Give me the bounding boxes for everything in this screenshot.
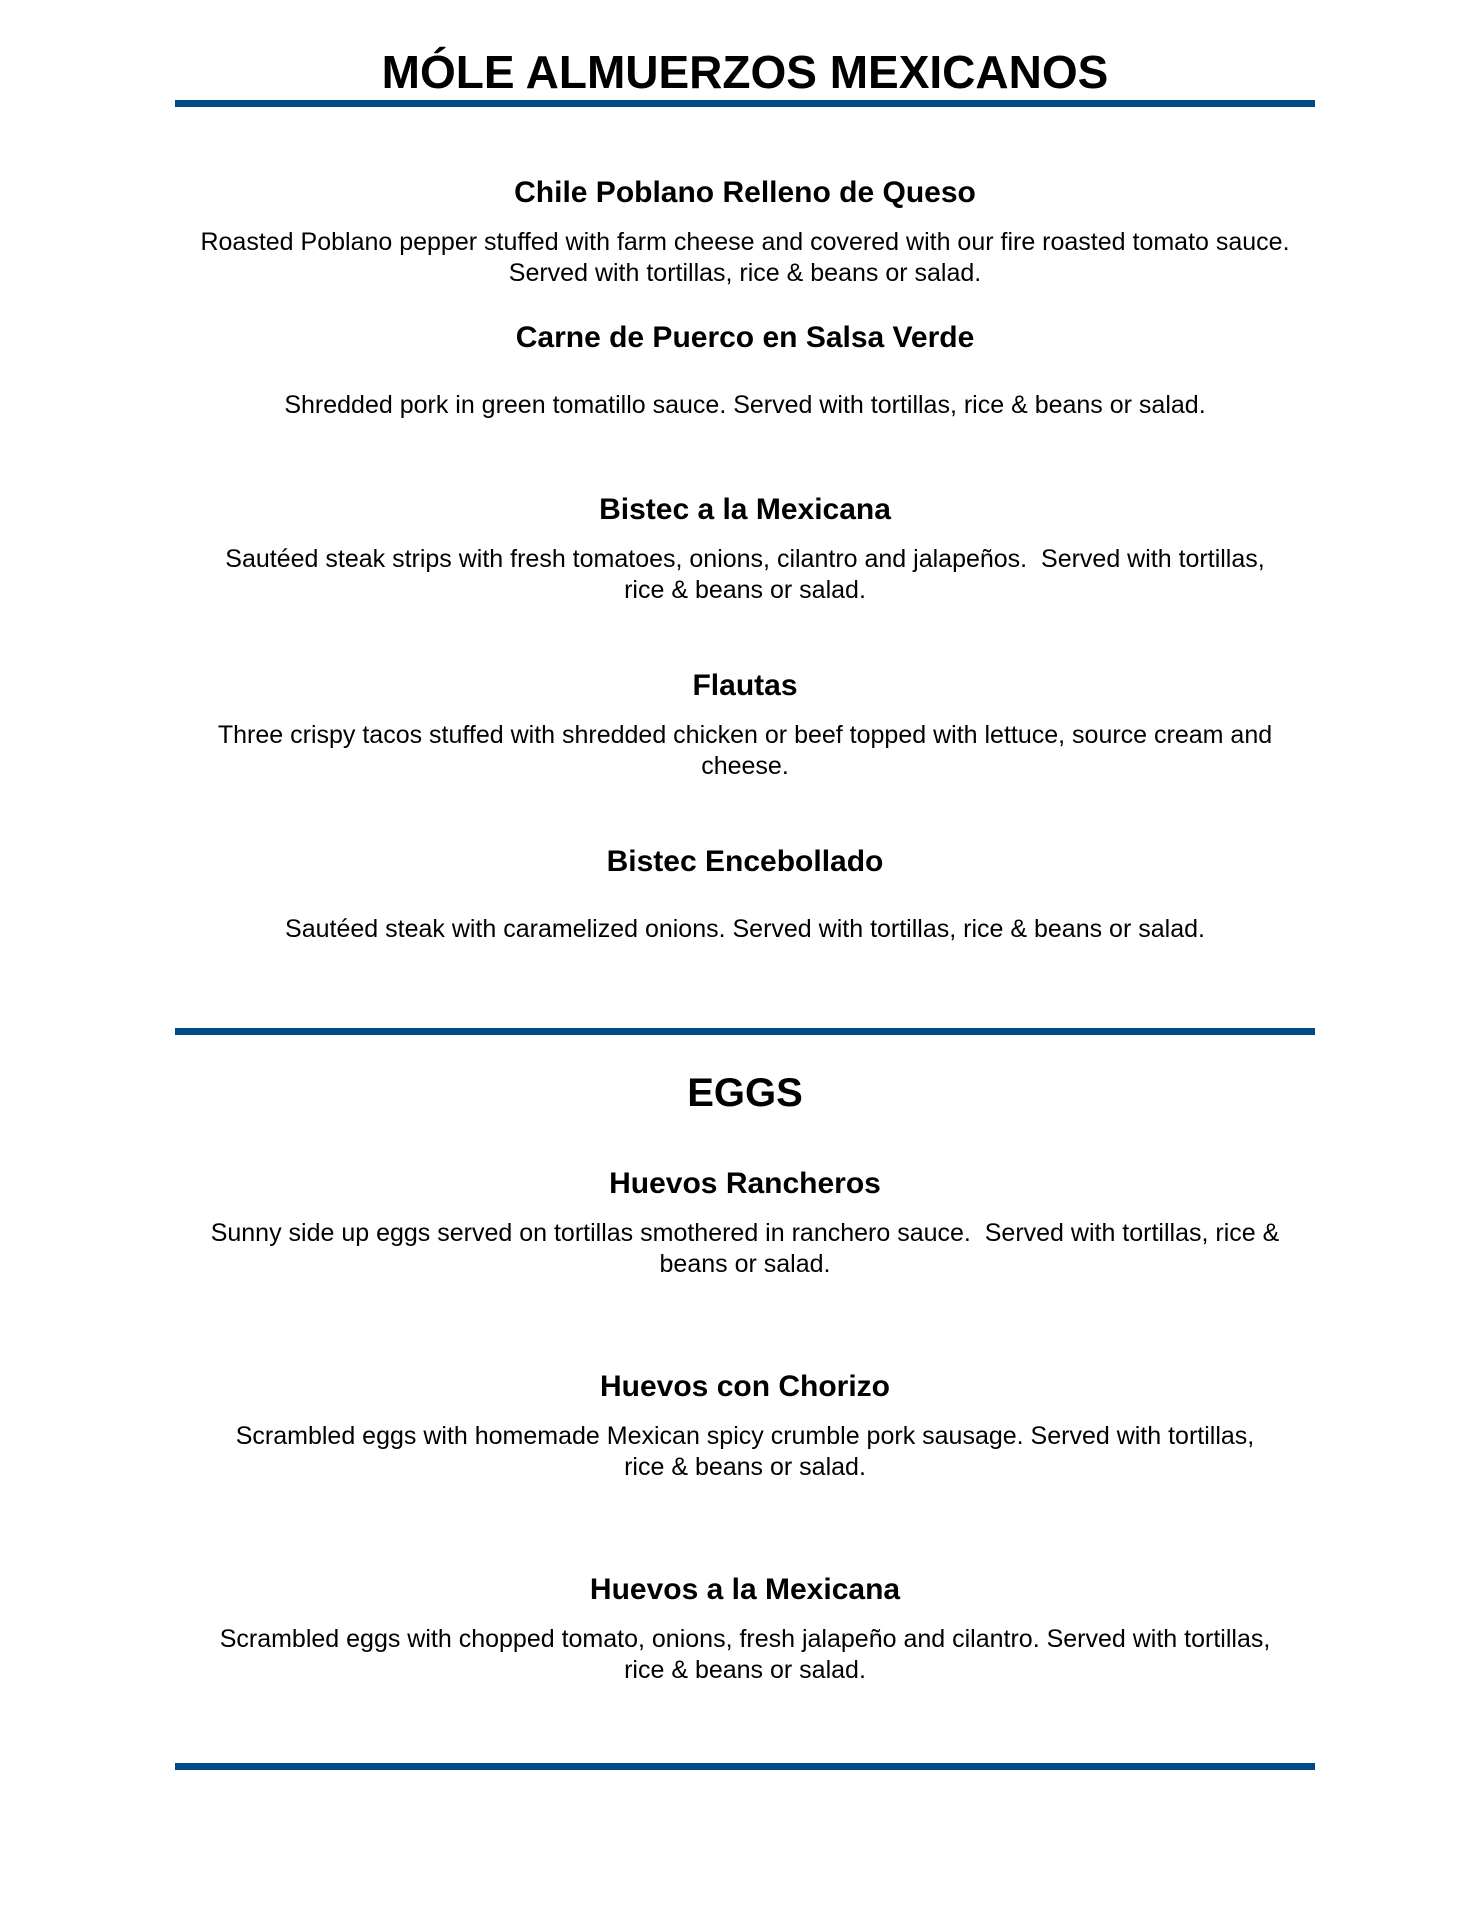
menu-item-carne-de-puerco bbox=[175, 318, 1315, 421]
menu-item-name: Carne de Puerco en Salsa Verde bbox=[515, 321, 975, 354]
page-title: MÓLE ALMUERZOS MEXICANOS bbox=[381, 46, 1109, 98]
menu-item-description: Roasted Poblano pepper stuffed with farm cheese and covered with our fire roasted tomato sauce. Served with tortillas, rice & beans or salad. bbox=[200, 228, 1311, 287]
menu-item-description: Sunny side up eggs served on tortillas smothered in ranchero sauce. Served with tortillas, rice & beans or salad. bbox=[210, 1219, 1287, 1278]
menu-item-huevos-rancheros bbox=[175, 1164, 1315, 1280]
title-divider bbox=[175, 100, 1315, 107]
menu-item-bistec-encebollado bbox=[175, 842, 1315, 945]
menu-item-name: Chile Poblano Relleno de Queso bbox=[514, 176, 976, 209]
menu-item-name: Flautas bbox=[692, 669, 798, 702]
menu-item-description: Shredded pork in green tomatillo sauce. Served with tortillas, rice & beans or salad. bbox=[284, 391, 1206, 419]
menu-item-flautas bbox=[175, 666, 1315, 782]
menu-item-name: Huevos a la Mexicana bbox=[589, 1573, 901, 1606]
menu-item-bistec-a-la-mexicana bbox=[175, 490, 1315, 606]
menu-item-name: Huevos con Chorizo bbox=[599, 1370, 891, 1403]
menu-item-description: Sautéed steak strips with fresh tomatoes, onions, cilantro and jalapeños. Served with tortillas, rice & beans or salad. bbox=[225, 545, 1272, 604]
section-heading-eggs: EGGS bbox=[687, 1071, 803, 1115]
menu-item-huevos-con-chorizo bbox=[175, 1367, 1315, 1483]
menu-item-name: Bistec Encebollado bbox=[606, 845, 884, 878]
menu-item-description: Three crispy tacos stuffed with shredded chicken or beef topped with lettuce, source cream and cheese. bbox=[217, 721, 1280, 780]
menu-item-description: Scrambled eggs with chopped tomato, onions, fresh jalapeño and cilantro. Served with tortillas, rice & beans or salad. bbox=[219, 1625, 1278, 1684]
bottom-divider bbox=[175, 1763, 1315, 1770]
menu-item-description: Scrambled eggs with homemade Mexican spicy crumble pork sausage. Served with tortillas, rice & beans or salad. bbox=[235, 1422, 1262, 1481]
section-divider bbox=[175, 1028, 1315, 1035]
menu-item-name: Huevos Rancheros bbox=[609, 1167, 881, 1200]
menu-item-huevos-a-la-mexicana bbox=[175, 1570, 1315, 1686]
menu-item-chile-poblano bbox=[175, 173, 1315, 289]
menu-item-name: Bistec a la Mexicana bbox=[599, 493, 891, 526]
menu-item-description: Sautéed steak with caramelized onions. Served with tortillas, rice & beans or salad. bbox=[285, 915, 1205, 943]
